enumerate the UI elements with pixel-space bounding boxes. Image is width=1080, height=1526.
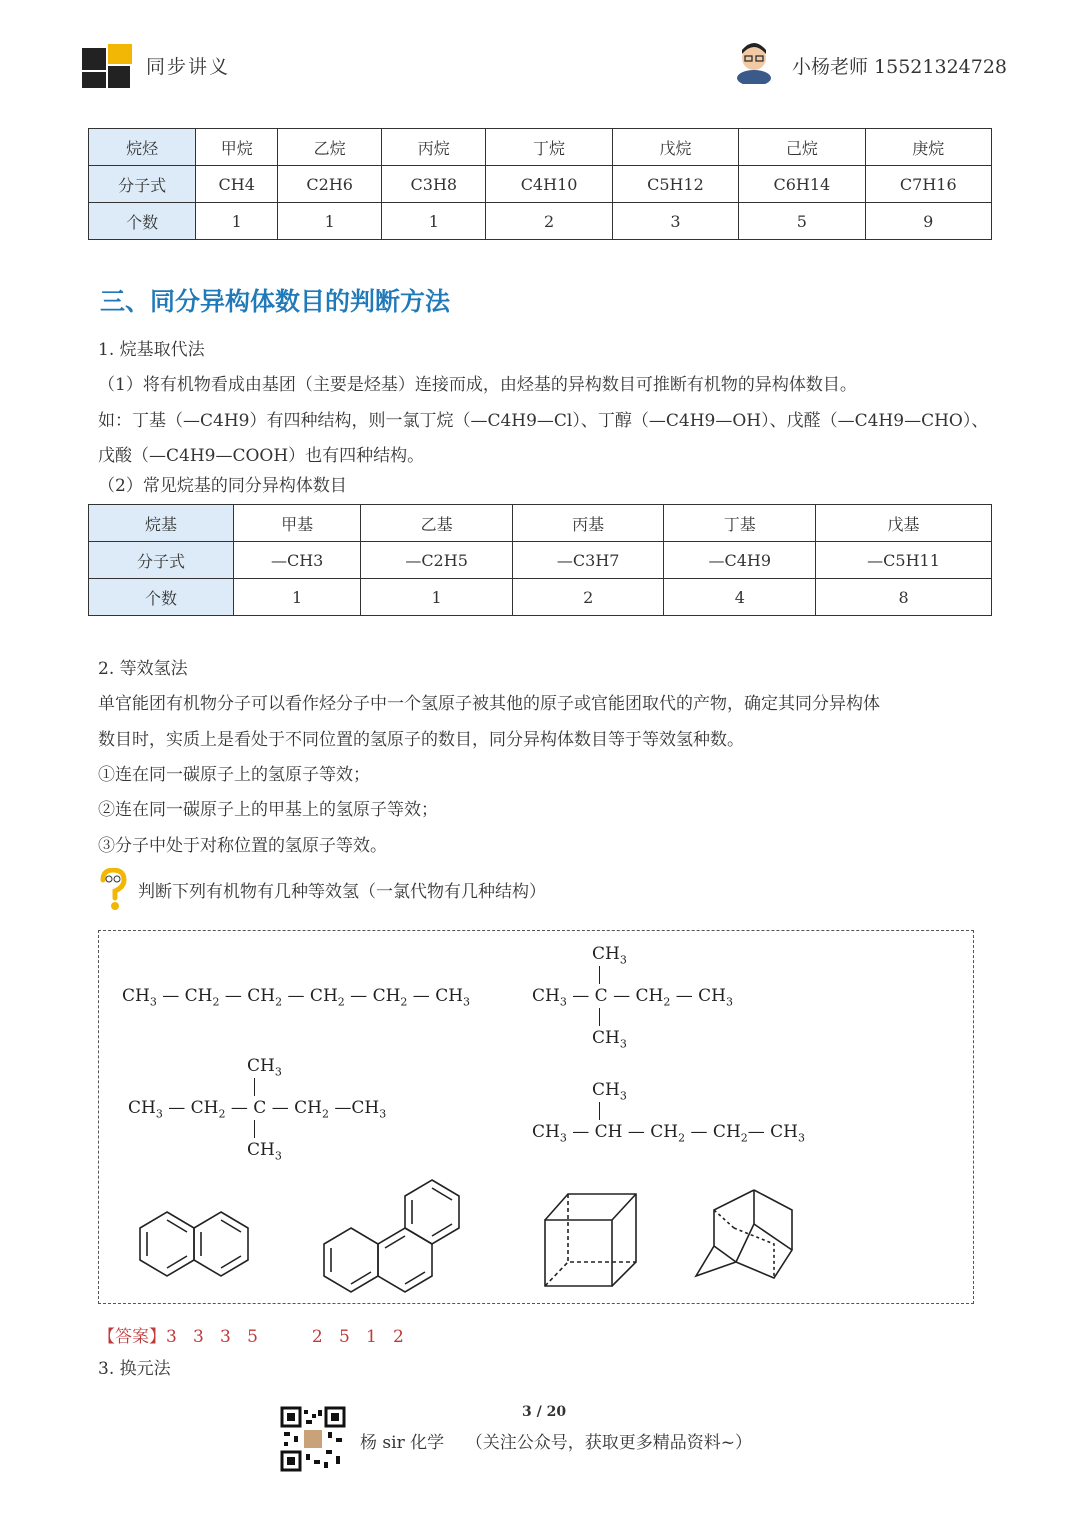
footer-text: 杨 sir 化学 （关注公众号，获取更多精品资料~） <box>360 1433 752 1453</box>
table-cell: —C5H11 <box>816 542 992 579</box>
table-cell: 甲烷 <box>196 129 278 166</box>
table-cell: C2H6 <box>278 166 382 203</box>
table-cell: 丁基 <box>664 505 816 542</box>
method1-example: 如：丁基（—C4H9）有四种结构，则一氯丁烷（—C4H9—Cl）、丁醇（—C4H9—OH）、戊醛（—C4H9—CHO）、 <box>98 411 989 431</box>
table-cell: 个数 <box>89 203 196 240</box>
table-cell: —C4H9 <box>664 542 816 579</box>
table-cell: 5 <box>739 203 865 240</box>
cubane-structure <box>545 1194 636 1286</box>
table-cell: 丙烷 <box>382 129 486 166</box>
section-title: 三、同分异构体数目的判断方法 <box>100 287 451 316</box>
table-cell: 戊基 <box>816 505 992 542</box>
structure-2-methylpentane: $CH_3$ $CH_3$ — CH — $CH_2$ — $CH_2—$ $CH_3$ <box>532 1080 806 1145</box>
rule-2: ②连在同一碳原子上的甲基上的氢原子等效； <box>98 800 438 820</box>
method1-title: 1. 烷基取代法 <box>98 340 205 360</box>
page-number: 3 / 20 <box>522 1404 567 1420</box>
rule-1: ①连在同一碳原子上的氢原子等效； <box>98 765 370 785</box>
table-cell: C3H8 <box>382 166 486 203</box>
method1-paragraph: （1）将有机物看成由基团（主要是烃基）连接而成，由烃基的异构数目可推断有机物的异构体数目。 <box>98 375 857 395</box>
rule-3: ③分子中处于对称位置的氢原子等效。 <box>98 836 387 856</box>
method2-title: 2. 等效氢法 <box>98 659 188 679</box>
table-cell: 分子式 <box>89 166 196 203</box>
table-cell: 分子式 <box>89 542 234 579</box>
table-cell: 1 <box>382 203 486 240</box>
structure-3-3-dimethylpentane: $CH_3$ $CH_3$ — $CH_2$ — C — $CH_2$ $—CH_3$ $CH_3$ <box>128 1056 387 1163</box>
method2-paragraph-cont: 数目时，实质上是看处于不同位置的氢原子的数目，同分异构体数目等于等效氢种数。 <box>98 730 744 750</box>
table-cell: 个数 <box>89 579 234 616</box>
table-cell: 2 <box>486 203 612 240</box>
adamantane-structure <box>696 1190 792 1278</box>
method2-paragraph: 单官能团有机物分子可以看作烃分子中一个氢原子被其他的原子或官能团取代的产物，确定其同分异构体 <box>98 694 880 714</box>
answer-line: 【答案】3 3 3 5 2 5 1 2 <box>98 1327 404 1347</box>
method1-example-cont: 戊酸（—C4H9—COOH）也有四种结构。 <box>98 446 425 466</box>
table-cell: C6H14 <box>739 166 865 203</box>
table-cell: 9 <box>865 203 991 240</box>
phenanthrene-structure <box>324 1180 459 1292</box>
method3-title: 3. 换元法 <box>98 1359 171 1379</box>
table-cell: 1 <box>361 579 513 616</box>
table-cell: 1 <box>196 203 278 240</box>
table-cell: 丙基 <box>512 505 664 542</box>
table-cell: —CH3 <box>234 542 361 579</box>
table-cell: 己烷 <box>739 129 865 166</box>
table-cell: C7H16 <box>865 166 991 203</box>
header-title: 同步讲义 <box>146 56 231 78</box>
table-cell: —C3H7 <box>512 542 664 579</box>
structure-hexane: $CH_3$ — $CH_2$ — $CH_2$ — $CH_2$ — $CH_2$ — $CH_3$ <box>122 986 471 1009</box>
table-cell: 乙基 <box>361 505 513 542</box>
table-cell: 1 <box>278 203 382 240</box>
question-text: 判断下列有机物有几种等效氢（一氯代物有几种结构） <box>138 882 546 902</box>
table-cell: 1 <box>234 579 361 616</box>
table-cell: 8 <box>816 579 992 616</box>
table-cell: 3 <box>612 203 738 240</box>
qr-code <box>280 1406 346 1472</box>
method1-subtitle: （2）常见烷基的同分异构体数目 <box>98 476 347 496</box>
table-cell: 丁烷 <box>486 129 612 166</box>
table-cell: 4 <box>664 579 816 616</box>
teacher-contact: 小杨老师 15521324728 <box>792 56 1008 78</box>
table-cell: 烷基 <box>89 505 234 542</box>
table-cell: 甲基 <box>234 505 361 542</box>
table-cell: 乙烷 <box>278 129 382 166</box>
table-cell: CH4 <box>196 166 278 203</box>
table-cell: C5H12 <box>612 166 738 203</box>
table-cell: 庚烷 <box>865 129 991 166</box>
table-cell: —C2H5 <box>361 542 513 579</box>
table-cell: C4H10 <box>486 166 612 203</box>
structure-2-2-dimethylbutane: $CH_3$ $CH_3$ — C — $CH_2$ — $CH_3$ $CH_3$ <box>532 944 733 1051</box>
table-cell: 戊烷 <box>612 129 738 166</box>
table-cell: 2 <box>512 579 664 616</box>
naphthalene-structure <box>140 1212 248 1276</box>
table-cell: 烷烃 <box>89 129 196 166</box>
